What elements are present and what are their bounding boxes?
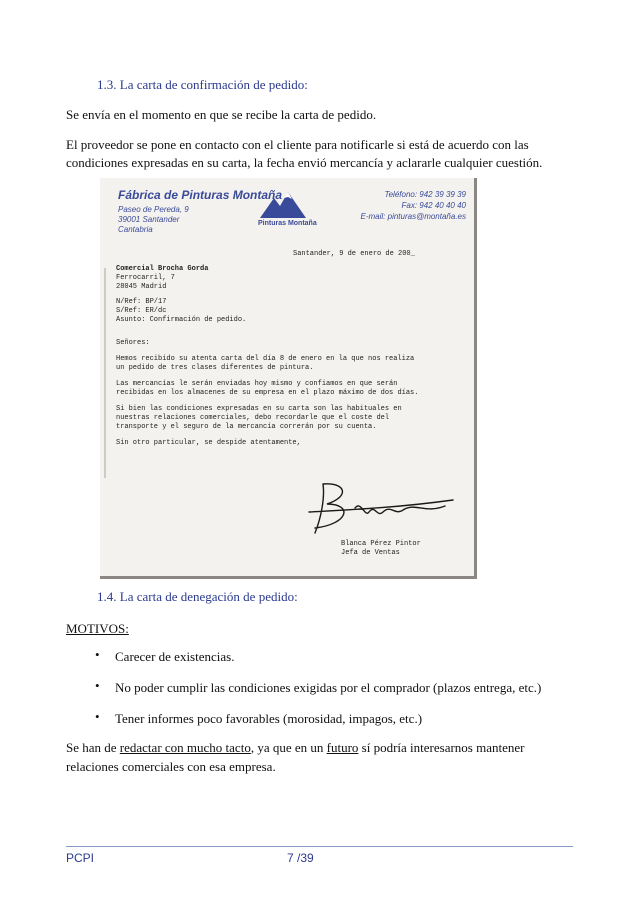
letter-ref-1: N/Ref: BP/17 <box>116 298 167 306</box>
list-item-text: Carecer de existencias. <box>115 649 235 664</box>
list-item-text: No poder cumplir las condiciones exigidas por el comprador (plazos entrega, etc.) <box>115 680 542 695</box>
letter-subject: Asunto: Confirmación de pedido. <box>116 316 247 324</box>
closing-text-post: sí podría interesarnos mantener <box>358 740 525 755</box>
letterhead-address-1: Paseo de Pereda, 9 <box>118 205 189 214</box>
letter-ref-2: S/Ref: ER/dc <box>116 307 167 315</box>
letter-closing: Sin otro particular, se despide atentamente, <box>116 439 301 447</box>
letter-recipient-1: Comercial Brocha Gorda <box>116 265 209 273</box>
closing-paragraph-line-1 <box>66 738 524 757</box>
registry-margin-strip <box>104 268 106 478</box>
letter-body-3a: Si bien las condiciones expresadas en su carta son las habituales en <box>116 405 402 413</box>
section-heading-1-3: 1.3. La carta de confirmación de pedido: <box>97 77 308 92</box>
letter-body-1b: un pedido de tres clases diferentes de pintura. <box>116 364 314 372</box>
letter-body-1a: Hemos recibido su atenta carta del día 8 de enero en la que nos realiza <box>116 355 415 363</box>
letterhead-company: Fábrica de Pinturas Montaña <box>118 188 283 202</box>
closing-text-pre: Se han de <box>66 740 120 755</box>
list-item-text: Tener informes poco favorables (morosidad, impagos, etc.) <box>115 711 423 726</box>
letter-date: Santander, 9 de enero de 200_ <box>293 250 415 258</box>
logo-text: Pinturas Montaña <box>258 220 317 227</box>
letter-body-2a: Las mercancías le serán enviadas hoy mismo y confiamos en que serán <box>116 380 398 388</box>
paragraph-2-line-1: El proveedor se pone en contacto con el cliente para notificarle si está de acuerdo con las <box>66 137 529 152</box>
closing-text-mid: , ya que en un <box>250 740 327 755</box>
bullet-icon: • <box>95 709 100 724</box>
bullet-icon: • <box>95 678 100 693</box>
letter-signer-name: Blanca Pérez Pintor <box>341 540 421 548</box>
bullet-icon: • <box>95 647 100 662</box>
section-heading-1-4: 1.4. La carta de denegación de pedido: <box>97 589 298 604</box>
letter-scan-image <box>100 178 477 579</box>
letter-greeting: Señores: <box>116 339 150 347</box>
letter-body-3b: nuestras relaciones comerciales, debo recordarle que el coste del <box>116 414 390 422</box>
letterhead-address-2: 39001 Santander <box>118 215 180 224</box>
letterhead-address-3: Cantabria <box>118 225 153 234</box>
footer-page-number: 7 /39 <box>287 851 314 865</box>
closing-emphasis-tacto: redactar con mucho tacto <box>119 740 251 755</box>
paragraph-1: Se envía en el momento en que se recibe la carta de pedido. <box>66 107 377 122</box>
footer-left-text: PCPI <box>66 851 95 865</box>
letter-body-3c: transporte y el seguro de la mercancía correrán por su cuenta. <box>116 423 377 431</box>
closing-paragraph-line-2: relaciones comerciales con esa empresa. <box>66 759 276 774</box>
paragraph-2-line-2: condiciones expresadas en su carta, la fecha envió mercancía y aclararle cualquier cuestión. <box>66 155 543 170</box>
closing-emphasis-futuro: futuro <box>326 740 359 755</box>
motivos-label: MOTIVOS: <box>66 621 129 636</box>
letter-signer-title: Jefa de Ventas <box>341 549 400 557</box>
letterhead-fax: Fax: 942 40 40 40 <box>401 201 466 210</box>
letterhead-phone: Teléfono: 942 39 39 39 <box>384 190 466 199</box>
letter-recipient-2: Ferrocarril, 7 <box>116 274 175 282</box>
footer-divider <box>66 846 573 847</box>
signature-image <box>305 478 455 538</box>
letterhead-email: E-mail: pinturas@montaña.es <box>360 212 466 221</box>
mountain-logo-icon <box>258 190 308 220</box>
letter-recipient-3: 28045 Madrid <box>116 283 167 291</box>
letter-body-2b: recibidas en los almacenes de su empresa en el plazo máximo de dos días. <box>116 389 419 397</box>
